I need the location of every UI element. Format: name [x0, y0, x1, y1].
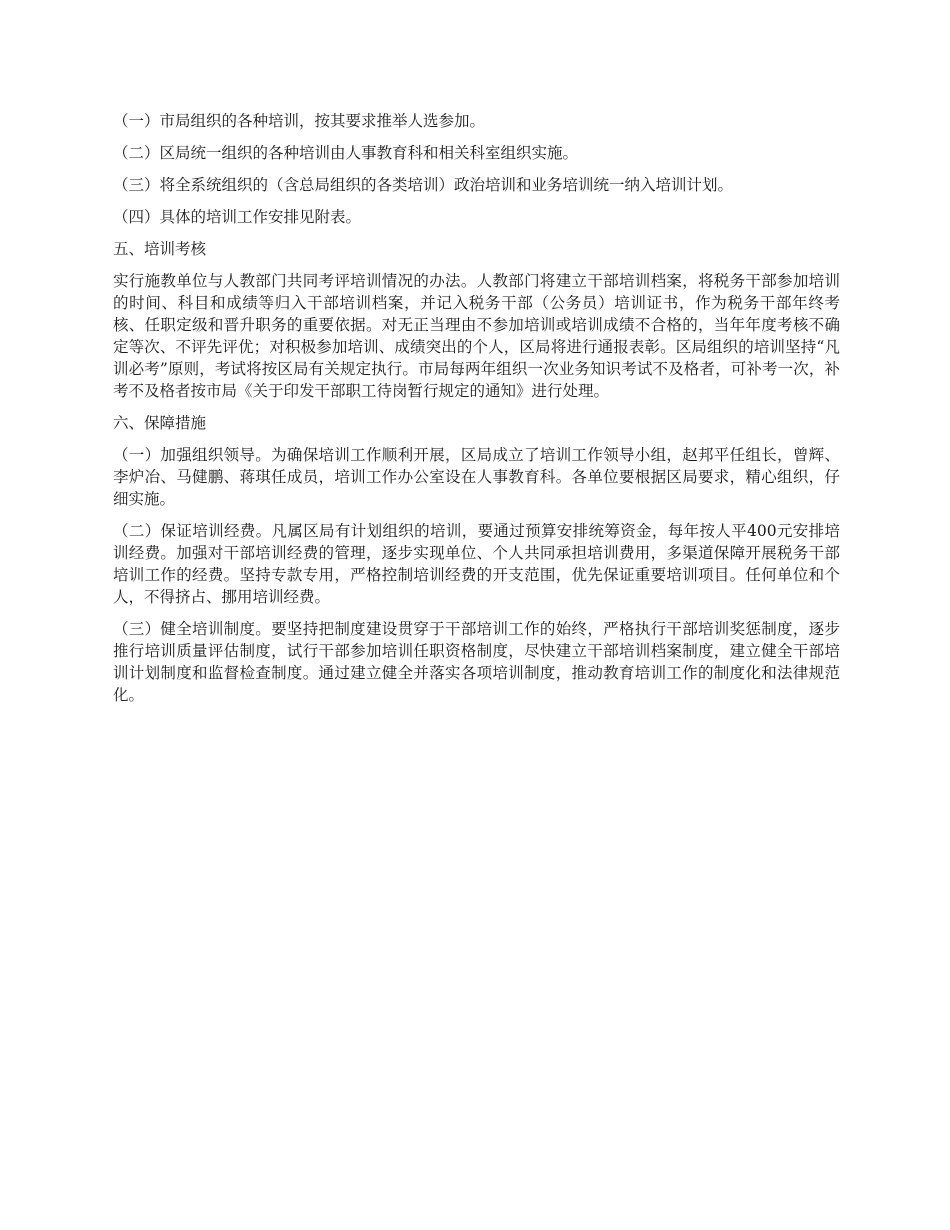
section-heading-assessment: 五、培训考核 — [113, 240, 207, 258]
item-district-bureau-training: （二）区局统一组织的各种培训由人事教育科和相关科室组织实施。 — [113, 144, 579, 162]
safeguard-leadership-paragraph: （一）加强组织领导。为确保培训工作顺利开展，区局成立了培训工作领导小组，赵邦平任组长，曾辉、李炉冶、马健鹏、蒋琪任成员，培训工作办公室设在人事教育科。各单位要根据区局要求，精心组织，仔细实施。 — [113, 446, 840, 508]
item-city-bureau-training: （一）市局组织的各种培训，按其要求推举人选参加。 — [113, 112, 486, 130]
safeguard-funding-paragraph: （二）保证培训经费。凡属区局有计划组织的培训，要通过预算安排统筹资金，每年按人平400元安排培训经费。加强对干部培训经费的管理，逐步实现单位、个人共同承担培训费用，多渠道保障开展税务干部培训工作的经费。坚持专款专用，严格控制培训经费的开支范围，优先保证重要培训项目。任何单位和个人，不得挤占、挪用培训经费。 — [113, 522, 840, 606]
document-body — [113, 110, 840, 716]
item-system-wide-training: （三）将全系统组织的（含总局组织的各类培训）政治培训和业务培训统一纳入培训计划。 — [113, 176, 734, 194]
assessment-paragraph: 实行施教单位与人教部门共同考评培训情况的办法。人教部门将建立干部培训档案，将税务干部参加培训的时间、科目和成绩等归入干部培训档案，并记入税务干部（公务员）培训证书，作为税务干部年终考核、任职定级和晋升职务的重要依据。对无正当理由不参加培训或培训成绩不合格的，当年年度考核不确定等次、不评先评优；对积极参加培训、成绩突出的个人，区局将进行通报表彰。区局组织的培训坚持“凡训必考”原则，考试将按区局有关规定执行。市局每两年组织一次业务知识考试不及格者，可补考一次，补考不及格者按市局《关于印发干部职工待岗暂行规定的通知》进行处理。 — [113, 272, 840, 400]
item-training-schedule: （四）具体的培训工作安排见附表。 — [113, 208, 362, 226]
safeguard-system-paragraph: （三）健全培训制度。要坚持把制度建设贯穿于干部培训工作的始终，严格执行干部培训奖惩制度，逐步推行培训质量评估制度，试行干部参加培训任职资格制度，尽快建立干部培训档案制度，建立健全干部培训计划制度和监督检查制度。通过建立健全并落实各项培训制度，推动教育培训工作的制度化和法律规范化。 — [113, 620, 840, 704]
section-heading-safeguards: 六、保障措施 — [113, 414, 207, 432]
